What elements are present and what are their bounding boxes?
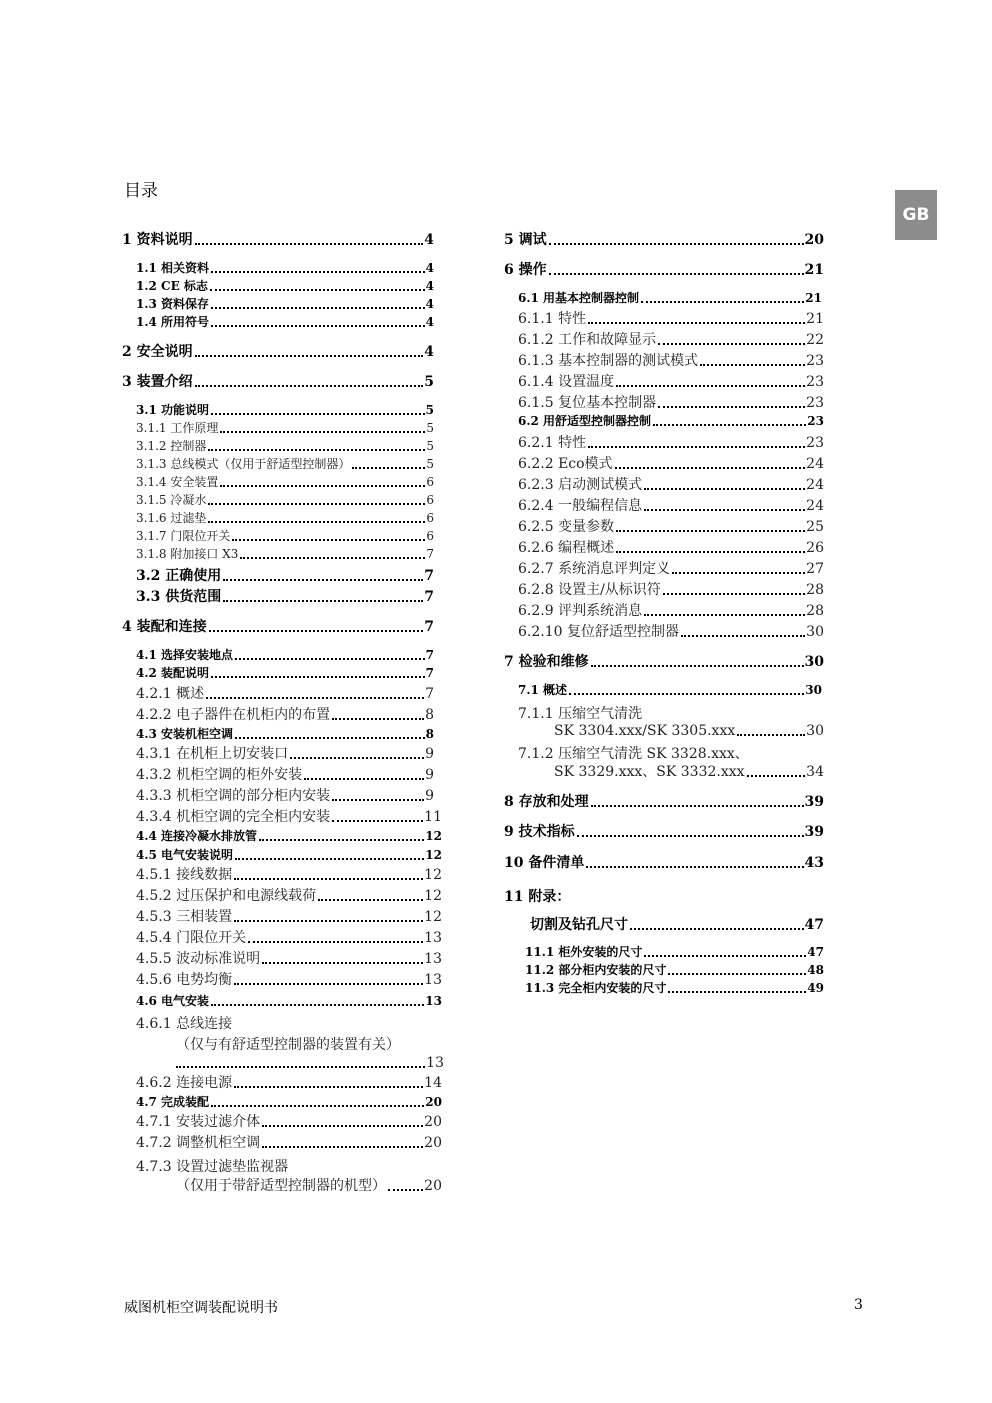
toc-entry[interactable]: 11.3 完全柜内安装的尺寸 49 xyxy=(525,981,824,995)
toc-entry[interactable]: 6.2 用舒适型控制器控制 23 xyxy=(518,414,824,428)
toc-entry[interactable]: 5 调试 20 xyxy=(504,232,824,248)
toc-entry[interactable]: 1.4 所用符号 4 xyxy=(136,315,434,329)
toc-entry[interactable]: 6.1 用基本控制器控制 21 xyxy=(518,291,822,305)
toc-entry[interactable]: 3.1.1 工作原理 5 xyxy=(136,421,434,435)
toc-entry[interactable]: 6.2.7 系统消息评判定义 27 xyxy=(518,561,824,577)
toc-entry[interactable]: 4.5 电气安装说明 12 xyxy=(136,848,442,862)
toc-entry[interactable]: 4.5.2 过压保护和电源线载荷 12 xyxy=(136,888,442,904)
toc-entry[interactable]: 2 安全说明 4 xyxy=(122,344,434,360)
toc-entry[interactable]: 6.2.8 设置主/从标识符 28 xyxy=(518,582,824,598)
toc-entry[interactable]: 3.1.4 安全装置 6 xyxy=(136,475,434,489)
toc-entry[interactable]: 4.7.2 调整机柜空调 20 xyxy=(136,1135,442,1151)
toc-entry[interactable]: 6.1.5 复位基本控制器 23 xyxy=(518,395,824,411)
toc-entry[interactable]: 6.2.5 变量参数 25 xyxy=(518,519,824,535)
toc-entry[interactable]: 6.1.1 特性 21 xyxy=(518,311,824,327)
toc-entry[interactable]: 3.1.5 冷凝水 6 xyxy=(136,493,434,507)
toc-entry[interactable]: 6.2.10 复位舒适型控制器 30 xyxy=(518,624,824,640)
toc-entry[interactable]: 4.6 电气安装 13 xyxy=(136,994,442,1008)
toc-entry[interactable]: 4.3.3 机柜空调的部分柜内安装 9 xyxy=(136,788,434,804)
toc-entry[interactable]: 3.1.2 控制器 5 xyxy=(136,439,434,453)
toc-entry[interactable]: 4.7.1 安装过滤介体 20 xyxy=(136,1114,442,1130)
toc-entry[interactable]: 4.3 安装机柜空调 8 xyxy=(136,727,434,741)
toc-entry[interactable]: 1.1 相关资料 4 xyxy=(136,261,434,275)
toc-entry[interactable]: 6.1.2 工作和故障显示 22 xyxy=(518,332,824,348)
toc-entry[interactable]: 3.3 供货范围 7 xyxy=(136,589,434,605)
toc-entry-line[interactable]: 7.1.1 压缩空气清洗 xyxy=(518,706,643,722)
toc-entry[interactable]: 3.2 正确使用 7 xyxy=(136,568,434,584)
toc-entry[interactable]: 4.5.5 波动标准说明 13 xyxy=(136,951,442,967)
toc-entry[interactable]: 1.2 CE 标志 4 xyxy=(136,279,434,293)
footer-page-number: 3 xyxy=(854,1297,863,1313)
toc-entry[interactable]: 6.1.4 设置温度 23 xyxy=(518,374,824,390)
toc-entry[interactable]: 4.6.2 连接电源 14 xyxy=(136,1075,442,1091)
toc-entry[interactable]: 3.1.7 门限位开关 6 xyxy=(136,529,434,543)
toc-entry[interactable]: 1.3 资料保存 4 xyxy=(136,297,434,311)
toc-entry[interactable]: 4.1 选择安装地点 7 xyxy=(136,648,434,662)
toc-entry[interactable]: 6.2.4 一般编程信息 24 xyxy=(518,498,824,514)
toc-entry[interactable]: 13 xyxy=(174,1055,444,1071)
page-title: 目录 xyxy=(124,181,158,201)
toc-entry[interactable]: 9 技术指标 39 xyxy=(504,824,824,840)
toc-entry[interactable]: 11.2 部分柜内安装的尺寸 48 xyxy=(525,963,824,977)
toc-entry[interactable]: 切割及钻孔尺寸 47 xyxy=(530,917,824,933)
language-tab: GB xyxy=(895,190,937,240)
toc-entry[interactable]: 4.2.1 概述 7 xyxy=(136,686,434,702)
toc-entry[interactable]: 7.1 概述 30 xyxy=(518,683,822,697)
toc-entry[interactable]: 4.5.1 接线数据 12 xyxy=(136,867,442,883)
toc-entry[interactable]: 6.1.3 基本控制器的测试模式 23 xyxy=(518,353,824,369)
toc-entry[interactable]: 6 操作 21 xyxy=(504,262,824,278)
toc-entry[interactable]: 8 存放和处理 39 xyxy=(504,794,824,810)
toc-entry[interactable]: 4.4 连接冷凝水排放管 12 xyxy=(136,829,442,843)
toc-entry[interactable]: 4.5.6 电势均衡 13 xyxy=(136,972,442,988)
footer-document-title: 威图机柜空调装配说明书 xyxy=(124,1300,278,1316)
toc-entry[interactable]: 4.3.2 机柜空调的柜外安装 9 xyxy=(136,767,434,783)
toc-entry[interactable]: 4.2 装配说明 7 xyxy=(136,666,434,680)
toc-entry[interactable]: 7 检验和维修 30 xyxy=(504,654,824,670)
toc-entry-line[interactable]: 4.6.1 总线连接 xyxy=(136,1016,233,1032)
toc-entry[interactable]: 6.2.9 评判系统消息 28 xyxy=(518,603,824,619)
toc-entry[interactable]: 3 装置介绍 5 xyxy=(122,374,434,390)
toc-entry[interactable]: 6.2.6 编程概述 26 xyxy=(518,540,824,556)
toc-entry[interactable]: 6.2.3 启动测试模式 24 xyxy=(518,477,824,493)
toc-entry[interactable]: 4.7 完成装配 20 xyxy=(136,1095,442,1109)
toc-entry[interactable]: 3.1.3 总线模式（仅用于舒适型控制器） 5 xyxy=(136,457,434,471)
toc-entry[interactable]: 10 备件清单 43 xyxy=(504,855,824,871)
toc-entry[interactable]: 3.1 功能说明 5 xyxy=(136,403,434,417)
toc-entry[interactable]: 4 装配和连接 7 xyxy=(122,619,434,635)
toc-entry-line[interactable]: 11 附录： xyxy=(504,889,571,905)
toc-entry[interactable]: （仅用于带舒适型控制器的机型） 20 xyxy=(176,1178,442,1194)
toc-entry[interactable]: 4.5.3 三相装置 12 xyxy=(136,909,442,925)
toc-entry[interactable]: 3.1.8 附加接口 X3 7 xyxy=(136,547,434,561)
toc-entry-line[interactable]: （仅与有舒适型控制器的装置有关） xyxy=(176,1037,400,1053)
toc-entry[interactable]: 1 资料说明 4 xyxy=(122,232,434,248)
toc-entry-line[interactable]: 4.7.3 设置过滤垫监视器 xyxy=(136,1159,289,1175)
toc-entry[interactable]: 4.3.1 在机柜上切安装口 9 xyxy=(136,746,434,762)
toc-entry[interactable]: 4.5.4 门限位开关 13 xyxy=(136,930,442,946)
toc-entry[interactable]: SK 3329.xxx、SK 3332.xxx 34 xyxy=(554,764,824,780)
toc-entry[interactable]: 4.2.2 电子器件在机柜内的布置 8 xyxy=(136,707,434,723)
toc-entry[interactable]: 11.1 柜外安装的尺寸 47 xyxy=(525,945,824,959)
toc-entry[interactable]: 6.2.2 Eco模式 24 xyxy=(518,456,824,472)
toc-entry[interactable]: 3.1.6 过滤垫 6 xyxy=(136,511,434,525)
toc-entry[interactable]: SK 3304.xxx/SK 3305.xxx 30 xyxy=(554,723,824,739)
toc-entry[interactable]: 6.2.1 特性 23 xyxy=(518,435,824,451)
toc-entry-line[interactable]: 7.1.2 压缩空气清洗 SK 3328.xxx、 xyxy=(518,746,749,762)
toc-entry[interactable]: 4.3.4 机柜空调的完全柜内安装 11 xyxy=(136,809,442,825)
